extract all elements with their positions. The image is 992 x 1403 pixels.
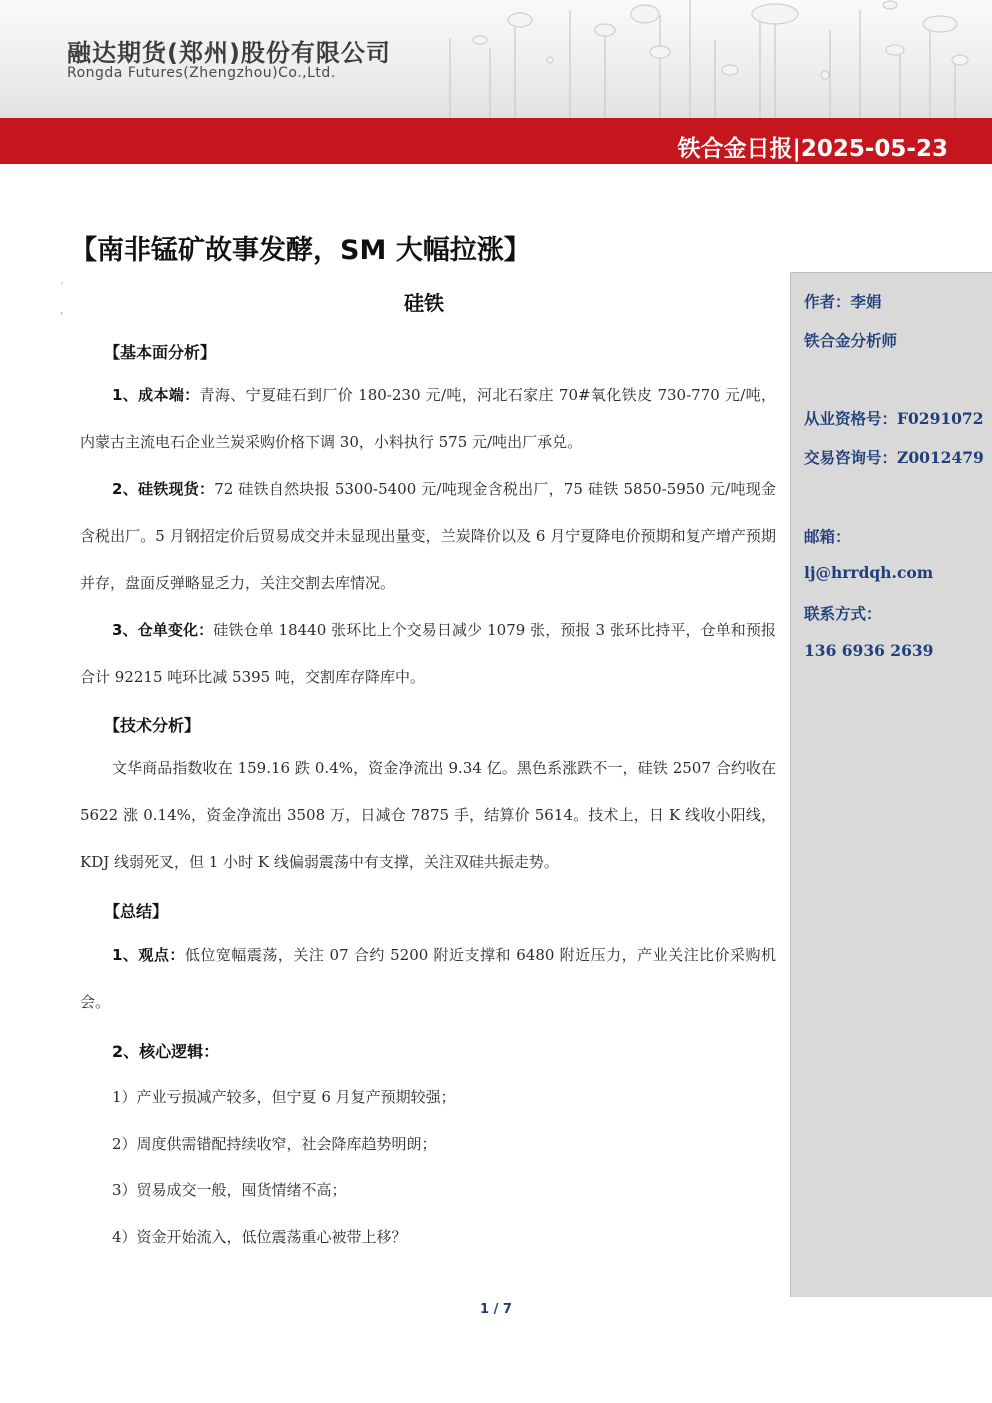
- warehouse-text: 硅铁仓单 18440 张环比上个交易日减少 1079 张，预报 3 张环比持平，仓单和预报合计 92215 吨环比减 5395 吨，交割库存降库中。: [80, 621, 776, 686]
- author-name: 作者：李娟: [804, 292, 882, 311]
- spot-paragraph: [80, 466, 776, 607]
- core-logic-item: 3）贸易成交一般，囤货情绪不高；: [112, 1181, 347, 1199]
- page-title: 【南非锰矿故事发酵，SM 大幅拉涨】: [70, 235, 531, 266]
- view-text: 低位宽幅震荡，关注 07 合约 5200 附近支撑和 6480 附近压力，产业关注比价采购机会。: [80, 946, 777, 1011]
- company-name-cn: 融达期货(郑州)股份有限公司: [67, 39, 391, 67]
- spot-text: 72 硅铁自然块报 5300-5400 元/吨现金含税出厂，75 硅铁 5850-5950 元/吨现金含税出厂。5 月钢招定价后贸易成交并未显现出量变，兰炭降价以及 6 月宁夏降电价预期和复产增产预期并存，盘面反弹略显乏力，关注交割去库情况。: [80, 480, 776, 592]
- core-logic-item: 2）周度供需错配持续收窄，社会降库趋势明朗；: [112, 1135, 437, 1153]
- company-name-en: Rongda Futures(Zhengzhou)Co.,Ltd.: [67, 65, 336, 81]
- view-label: 1、观点：: [112, 946, 185, 964]
- section-subheading: 硅铁: [404, 291, 444, 315]
- summary-title: 【总结】: [104, 902, 169, 921]
- report-header: [0, 0, 992, 165]
- warehouse-label: 3、仓单变化：: [112, 621, 214, 639]
- email-link[interactable]: lj@hrrdqh.com: [804, 563, 934, 582]
- fundamental-analysis-title: 【基本面分析】: [104, 343, 217, 362]
- margin-mark: `: [60, 283, 65, 294]
- technical-paragraph: 文华商品指数收在 159.16 跌 0.4%，资金净流出 9.34 亿。黑色系涨跌不一，硅铁 2507 合约收在 5622 涨 0.14%，资金净流出 3508 万，日减仓 7875 手，结算价 5614。技术上，日 K 线收小阳线，KDJ 线弱死叉，但 1 小时 K 线偏弱震荡中有支撑，关注双硅共振走势。: [80, 759, 776, 871]
- warehouse-paragraph: [80, 607, 776, 701]
- contact-label: 联系方式：: [804, 604, 882, 623]
- core-logic-item: 4）资金开始流入，低位震荡重心被带上移？: [112, 1228, 407, 1246]
- email-label: 邮箱：: [804, 527, 851, 546]
- page-number: 1 / 7: [480, 1302, 512, 1317]
- technical-analysis-title: 【技术分析】: [104, 716, 201, 735]
- license-number: 从业资格号：F0291072: [804, 409, 984, 428]
- phone-number: 136 6936 2639: [804, 641, 934, 660]
- core-logic-item: 1）产业亏损减产较多，但宁夏 6 月复产预期较强；: [112, 1088, 456, 1106]
- cost-label: 1、成本端：: [112, 386, 200, 404]
- author-role: 铁合金分析师: [804, 331, 898, 350]
- report-title: 铁合金日报|2025-05-23: [677, 136, 948, 162]
- consult-number: 交易咨询号：Z0012479: [804, 448, 984, 467]
- cost-paragraph: [80, 372, 776, 466]
- margin-mark: ,: [60, 305, 64, 316]
- view-paragraph: [80, 932, 776, 1026]
- header-decoration-graphic: [430, 0, 992, 118]
- spot-label: 2、硅铁现货：: [112, 480, 215, 498]
- core-logic-title: 2、核心逻辑：: [112, 1042, 220, 1061]
- author-sidebar: [790, 272, 992, 1297]
- cost-text: 青海、宁夏硅石到厂价 180-230 元/吨，河北石家庄 70#氧化铁皮 730-770 元/吨，内蒙古主流电石企业兰炭采购价格下调 30，小料执行 575 元/吨出厂承兑。: [80, 386, 776, 451]
